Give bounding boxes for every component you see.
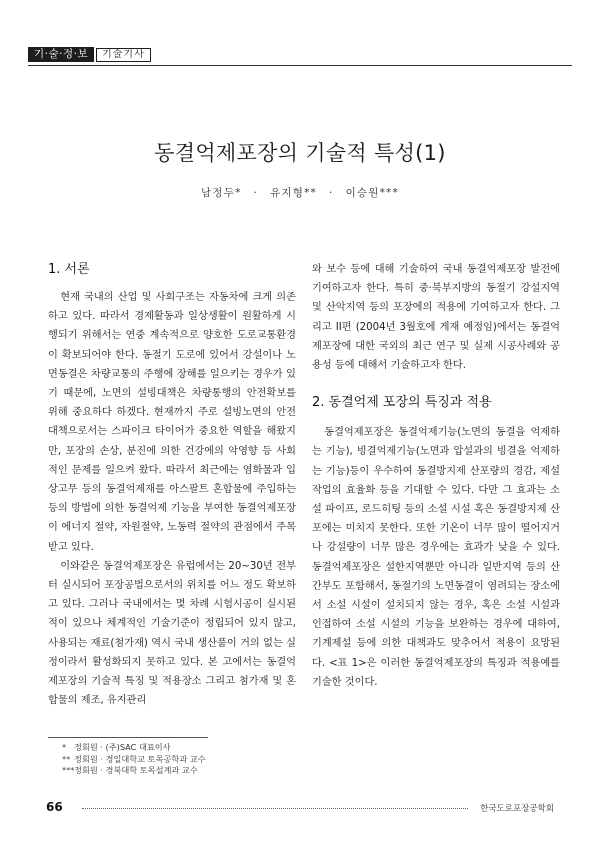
author-3: 이승원*** [345,187,399,199]
article-title: 동결억제포장의 기술적 특성(1) [154,141,446,165]
section-1-paragraph-2-continued: 와 보수 등에 대해 기술하여 국내 동결억제포장 발전에 기여하고자 한다. 특히 중·북부지방의 동절기 강설지역 및 산악지역 등의 포장에의 적용에 기여하고자 한다. 그리고 II편 (2004년 3월호에 게재 예정임)에서는 동결억제포장에 대한 국외의 최근 연구 및 실제 시공사례와 공용성 등에 대해서 기술하고자 한다. [312,264,560,372]
footnote-3: ***정회원 · 경북대학 토목설계과 교수 [62,765,198,775]
section-2-heading: 2. 동결억제 포장의 특징과 적용 [312,395,492,411]
section-1-heading: 1. 서론 [48,262,90,277]
right-column [312,260,560,692]
author-2: 유지형** [270,187,318,199]
section-1-paragraph-1: 현재 국내의 산업 및 사회구조는 자동차에 크게 의존하고 있다. 따라서 경제활동과 일상생활이 원활하게 시행되기 위해서는 연중 계속적으로 양호한 도로교통환경이 확보되어야 한다. 동절기 도로에 있어서 강설이나 노면동결은 차량교통의 주행에 장해를 일으키는 경우가 있기 때문에, 노면의 설빙대책은 차량통행의 안전확보를 위해 중요하다 하겠다. 현재까지 주로 설빙노면의 안전대책으로서는 스파이크 타이어가 중요한 역할을 해왔지만, 포장의 손상, 분진에 의한 건강에의 악영향 등 사회적인 문제를 일으켜 왔다. 따라서 최근에는 염화물과 입상고무 등의 동결억제재를 아스팔트 혼합물에 주입하는 등의 방법에 의한 동결억제 기능을 부여한 동결억제포장이 에너지 절약, 자원절약, 노동력 절약의 관점에서 주목받고 있다. [48,292,296,553]
category-label: 기·술·정·보 [28,47,94,62]
footnote-1: * 정회원 · (주)SAC 대표이사 [62,742,171,752]
section-1-paragraph-2: 이와같은 동결억제포장은 유럽에서는 20~30년 전부터 실시되어 포장공법으로서의 위치를 어느 정도 확보하고 있다. 그러나 국내에서는 몇 차례 시험시공이 실시된 적이 있으나 체계적인 기술기준이 정립되어 있지 않고, 사용되는 재료(첨가재) 역시 국내 생산품이 거의 없는 실정이라서 활성화되지 못하고 있다. 본 고에서는 동결억제포장의 기술적 특징 및 적용장소 그리고 첨가재 및 혼합물의 제조, 유지관리 [48,560,296,707]
page-number: 66 [46,800,63,814]
footnote-2: ** 정회원 · 경일대학교 토목공학과 교수 [62,753,206,764]
footer-organization: 한국도로포장공학회 [480,804,554,814]
footnotes [62,742,206,777]
author-line: 남정두* · 유지형** · 이승원*** [201,187,399,199]
section-2-paragraph-1: 동결억제포장은 동결억제기능(노면의 동결을 억제하는 기능), 빙결억제기능(노면과 압설과의 빙결을 억제하는 기능)등이 우수하여 동결방지제 산포량의 경감, 제설작업의 효율화 등을 기대할 수 있다. 다만 그 효과는 소설 파이프, 로드히팅 등의 소설 시설 혹은 동결방지제 산포에는 미치지 못한다. 또한 기온이 너무 많이 떨어지거나 강설량이 너무 많은 경우에는 효과가 낮을 수 있다. 동결억제포장은 설한지역뿐만 아니라 일반지역 등의 산간부도 포함해서, 동절기의 노면동결이 염려되는 장소에서 소설 시설이 설치되지 않는 경우, 혹은 소설 시설과 인접하여 소설 시설의 기능을 보완하는 경우에 대하여, 기계제설 등에 의한 대책과도 맞추어서 적용이 요망된다. <표 1>은 이러한 동결억제포장의 특징과 적용예를 기술한 것이다. [312,427,560,688]
author-1: 남정두* [201,187,242,199]
category-tag [28,47,151,62]
footnote-rule [48,737,208,738]
subcategory-label: 기술기사 [96,48,151,62]
footer-dotted-rule [82,808,468,809]
header-rule [28,65,572,66]
left-column [48,260,296,710]
